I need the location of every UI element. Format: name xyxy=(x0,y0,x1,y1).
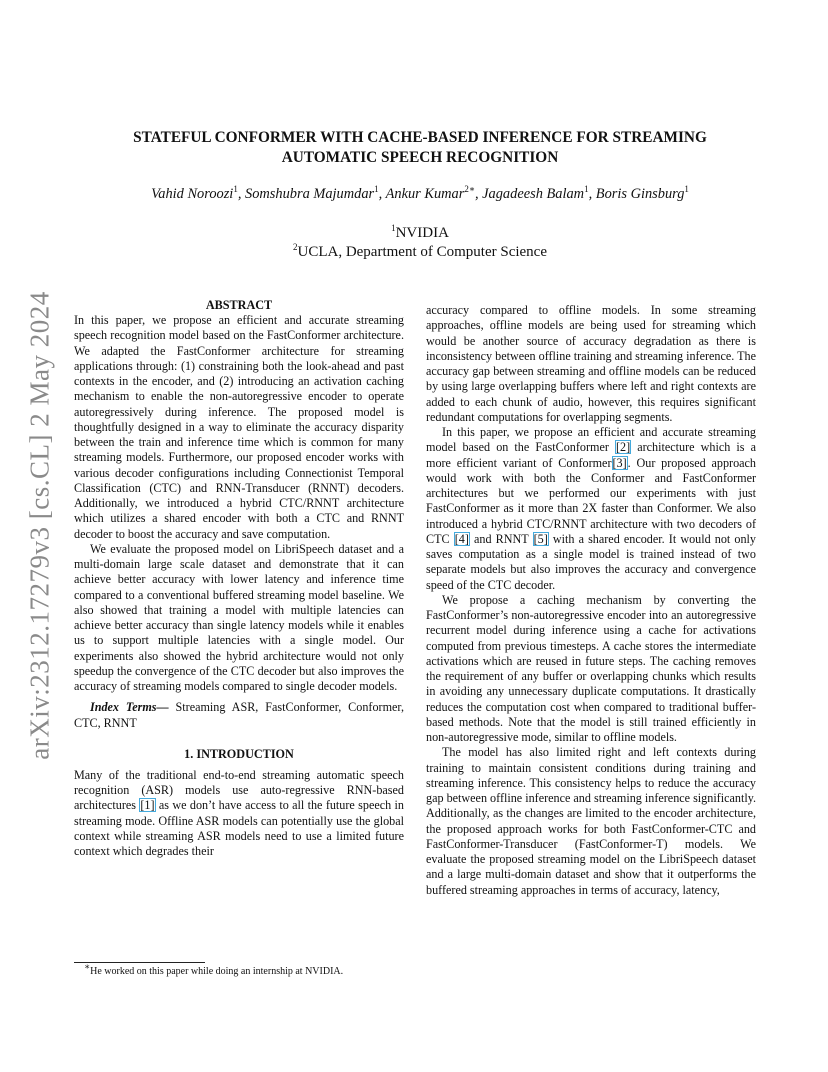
intro-paragraph-3: In this paper, we propose an efficient and accurate streaming model based on the FastConformer [2] architecture which is a more efficient variant of Conformer[3]. Our proposed approach would work with both the Conformer and FastConformer architectures but we performed our experiments with just FastConformer as it more than 2X faster than Conformer. We also introduced a hybrid CTC/RNNT architecture with two decoders of CTC [4] and RNNT [5] with a shared encoder. It would not only saves computation as a single model is trained instead of two separate models but also improves the accuracy and convergence speed of the CTC decoder. xyxy=(426,425,757,592)
intro-paragraph-4: We propose a caching mechanism by converting the FastConformer’s non-autoregressive encoder into an autoregressive recurrent model during inference using a cache for activations computed from previous timesteps. A cache stores the intermediate activations which are reused in future steps. The caching removes the requirement of any buffer or overlapping chunks which results in avoiding any unnecessary duplicate computations. It drastically reduces the computation cost when compared to traditional buffer-based methods. Note that the model is still trained efficiently in non-autoregressive mode, similar to offline models. xyxy=(426,592,756,744)
citation-link[interactable]: [2] xyxy=(615,440,631,455)
citation-link[interactable]: [3] xyxy=(612,455,627,470)
abstract-heading: ABSTRACT xyxy=(205,298,273,312)
author: Ankur Kumar$^{2∗}$, xyxy=(385,184,483,202)
arxiv-identifier xyxy=(12,290,68,760)
intro-paragraph-5: The model has also limited right and left contexts during training to maintain consistent conditions during training and streaming inference. This consistency helps to reduce the accuracy gap between offline inference and streaming inference significantly. Additionally, as the changes are limited to the encoder architecture, the proposed approach works for both FastConformer-CTC and FastConformer-Transducer (FastConformer-T) models. We evaluate the proposed streaming model on the LibriSpeech dataset and a large multi-domain dataset and show that it outperforms the buffered streaming approaches in terms of accuracy, latency, xyxy=(426,745,757,897)
title-line-2: AUTOMATIC SPEECH RECOGNITION xyxy=(281,149,559,166)
footnote-divider xyxy=(74,962,205,963)
arxiv-identifier-text: arXiv:2312.17279v3 [cs.CL] 2 May 2024 xyxy=(24,290,55,760)
intro-paragraph-2: accuracy compared to offline models. In some streaming approaches, offline models are being used for streaming which would be another source of accuracy degradation as there is inconsistency between offline training and streaming inference. The accuracy gap between streaming and offline models can be reduced by using large overlapping buffers where left and right contexts are added to each chunk of audio, however, this requires significant redundant computations for overlapping segments. xyxy=(426,303,756,424)
abstract-paragraph-1: In this paper, we propose an efficient and accurate streaming speech recognition model based on the FastConformer architecture. We adapted the FastConformer architecture for streaming applications through: (1) constraining both the look-ahead and past contexts in the encoder, and (2) introducing an activation caching mechanism to enable the non-autoregressive encoder to operate autoregressively during inference. The proposed model is thoughtfully designed in a way to eliminate the accuracy disparity between the train and inference time which is common for many streaming models. Furthermore, our proposed encoder works with various decoder configurations including Connectionist Temporal Classification (CTC) and RNN-Transducer (RNNT) decoders. Additionally, we introduced a hybrid CTC/RNNT architecture which utilizes a shared encoder with both a CTC and RNNT decoder to boost the accuracy and save computation. xyxy=(74,313,404,541)
affiliation-2: $^2$UCLA, Department of Computer Science xyxy=(292,242,547,260)
introduction-heading: 1. INTRODUCTION xyxy=(184,746,294,761)
title-line-1: STATEFUL CONFORMER WITH CACHE-BASED INFERENCE FOR STREAMING xyxy=(133,129,707,146)
author: Vahid Noroozi$^1$, xyxy=(151,184,246,202)
author: Somshubra Majumdar$^1$, xyxy=(245,184,386,202)
citation-link[interactable]: [4] xyxy=(454,531,469,546)
paper-title xyxy=(100,128,740,168)
citation-link[interactable]: [1] xyxy=(140,798,155,813)
footnote: ∗He worked on this paper while doing an internship at NVIDIA. xyxy=(84,961,344,977)
abstract-paragraph-2: We evaluate the proposed model on LibriSpeech dataset and a multi-domain large scale dataset and demonstrate that it can achieve better accuracy with lower latency and inference time compared to a conventional buffered streaming model baseline. We also showed that training a model with multiple latencies can achieve better accuracy than single latency models while it enables us to support multiple latencies with a single model. Our experiments also showed the hybrid architecture would not only speedup the convergence of the CTC decoder but also improves the accuracy of streaming models compared to single decoder models. xyxy=(74,541,404,693)
citation-link[interactable]: [5] xyxy=(533,531,548,546)
index-terms: Index Terms— Streaming ASR, FastConformer, Conformer, CTC, RNNT xyxy=(74,700,405,730)
left-column xyxy=(74,298,404,859)
author: Jagadeesh Balam$^1$, xyxy=(482,184,596,202)
author: Boris Ginsburg$^1$ xyxy=(595,184,689,202)
author-list xyxy=(70,186,770,203)
affiliation-1: $^1$NVIDIA xyxy=(391,223,449,241)
right-column xyxy=(426,303,756,898)
intro-paragraph-1: Many of the traditional end-to-end streaming automatic speech recognition (ASR) models use auto-regressive RNN-based architectures [1] as we don’t have access to all the future speech in streaming mode. Offline ASR models can potentially use the global context while streaming ASR models need to use a limited future context which degrades their xyxy=(74,767,404,858)
